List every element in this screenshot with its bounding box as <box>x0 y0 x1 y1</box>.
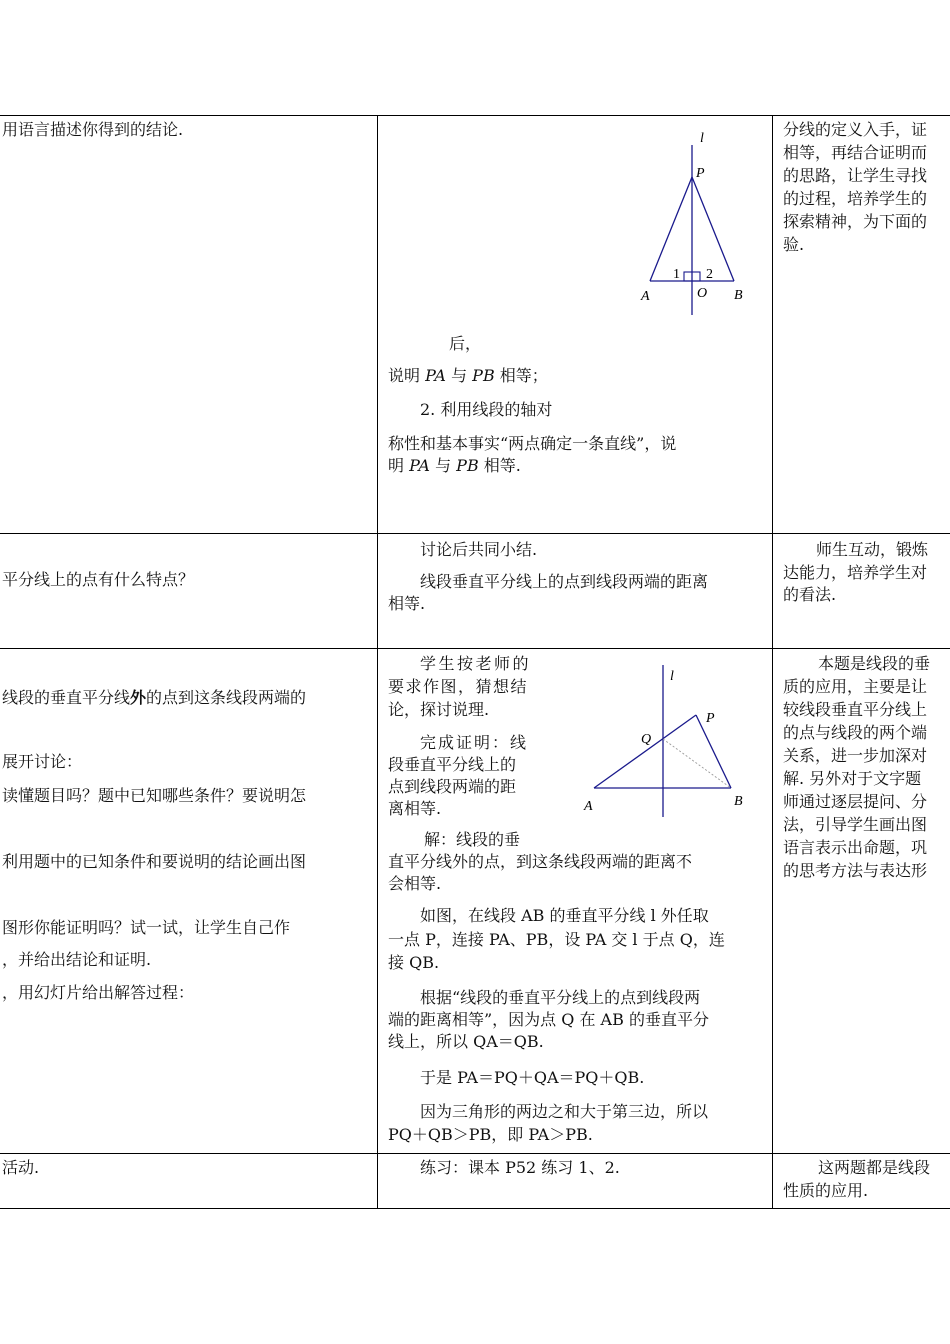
row3-left-line: 读懂题目吗？题中已知哪些条件？要说明怎 <box>2 786 307 805</box>
row4-left-text: 活动. <box>2 1158 40 1177</box>
label-1: 1 <box>673 267 680 282</box>
label-2: 2 <box>706 267 713 282</box>
row3-right-line: 的点与线段的两个端 <box>783 723 928 742</box>
row3-mid-line: 因为三角形的两边之和大于第三边，所以 <box>420 1102 709 1121</box>
label-l: l <box>700 131 704 146</box>
row3-mid-line: 学生按老师的 <box>420 654 532 673</box>
row3-mid-line: 解：线段的垂 <box>424 830 521 849</box>
row2-left-text: 平分线上的点有什么特点？ <box>2 570 195 589</box>
label-Q: Q <box>641 732 652 747</box>
row1-right-line: 的过程，培养学生的 <box>783 189 928 208</box>
row2-mid-line: 相等. <box>388 594 426 613</box>
row1-mid-line5: 明 PA 与 PB 相等. <box>388 456 521 475</box>
row3-mid-line: 线上，所以 QA＝QB. <box>388 1032 544 1051</box>
row2-mid-line: 讨论后共同小结. <box>420 540 538 559</box>
table-row-divider <box>0 648 950 649</box>
row4-mid-text: 练习：课本 P52 练习 1、2. <box>420 1158 620 1177</box>
row3-right-line: 解. 另外对于文字题 <box>783 769 922 788</box>
row3-mid-line: 要求作图，猜想结 <box>388 677 529 696</box>
row3-mid-line: 于是 PA＝PQ＋QA＝PQ＋QB. <box>420 1068 645 1087</box>
row3-right-line: 较线段垂直平分线上 <box>783 700 928 719</box>
perpendicular-bisector-figure <box>630 125 760 320</box>
row3-left-line: ，并给出结论和证明. <box>2 950 152 969</box>
segment-QB <box>663 739 731 788</box>
row3-mid-line: 点到线段两端的距 <box>388 777 517 796</box>
segment-PB <box>692 177 734 281</box>
row3-mid-line: 会相等. <box>388 874 442 893</box>
row3-mid-line: 一点 P，连接 PA、PB，设 PA 交 l 于点 Q，连 <box>388 930 725 949</box>
row2-right-line: 的看法. <box>783 585 837 604</box>
row3-right-line: 关系，进一步加深对 <box>783 746 928 765</box>
row1-mid-line4: 称性和基本事实“两点确定一条直线”，说 <box>388 434 677 453</box>
table-col-divider <box>377 115 378 1209</box>
row3-right-line: 法，引导学生画出图 <box>783 815 928 834</box>
outside-point-figure <box>578 655 753 825</box>
table-row-divider <box>0 1153 950 1154</box>
row3-right-line: 语言表示出命题，巩 <box>783 838 928 857</box>
label-A: A <box>641 289 650 304</box>
row3-left-line: 图形你能证明吗？试一试，让学生自己作 <box>2 918 291 937</box>
row2-mid-line: 线段垂直平分线上的点到线段两端的距离 <box>420 572 709 591</box>
row3-mid-line: 论，探讨说理. <box>388 700 490 719</box>
row1-right-line: 探索精神，为下面的 <box>783 212 928 231</box>
row3-mid-line: 如图，在线段 AB 的垂直平分线 l 外任取 <box>420 906 709 925</box>
row2-right-line: 师生互动，锻炼 <box>816 540 929 559</box>
row2-right-line: 达能力，培养学生对 <box>783 563 928 582</box>
label-l: l <box>670 669 674 684</box>
table-row-divider <box>0 533 950 534</box>
table-col-divider <box>772 115 773 1209</box>
row3-mid-line: 直平分线外的点，到这条线段两端的距离不 <box>388 852 693 871</box>
row3-left-line: 展开讨论： <box>2 752 83 771</box>
row1-mid-after: 后， <box>449 334 482 353</box>
label-P: P <box>696 166 705 181</box>
row3-mid-line: 段垂直平分线上的 <box>388 755 517 774</box>
row4-right-line: 这两题都是线段 <box>818 1158 931 1177</box>
row3-mid-line: 根据“线段的垂直平分线上的点到线段两 <box>420 988 701 1007</box>
row3-mid-line: 完成证明：线 <box>420 733 529 752</box>
row3-mid-line: 接 QB. <box>388 953 440 972</box>
row3-left-line1: 线段的垂直平分线外的点到这条线段两端的 <box>2 688 307 707</box>
row1-right-line: 的思路，让学生寻找 <box>783 166 928 185</box>
row1-mid-item2: 2. 利用线段的轴对 <box>420 400 553 419</box>
table-border-bottom <box>0 1208 950 1209</box>
row1-left-text: 用语言描述你得到的结论. <box>2 120 184 139</box>
label-B: B <box>734 794 743 809</box>
label-A: A <box>584 799 593 814</box>
row3-right-line: 师通过逐层提问、分 <box>783 792 928 811</box>
label-B: B <box>734 288 743 303</box>
row3-left-line: 利用题中的已知条件和要说明的结论画出图 <box>2 852 307 871</box>
row3-left-line: ，用幻灯片给出解答过程： <box>2 983 195 1002</box>
row3-right-line: 的思考方法与表达形 <box>783 861 928 880</box>
row1-right-line: 分线的定义入手，证 <box>783 120 928 139</box>
row3-right-line: 本题是线段的垂 <box>818 654 931 673</box>
row3-right-line: 质的应用，主要是让 <box>783 677 928 696</box>
row4-right-line: 性质的应用. <box>783 1181 869 1200</box>
table-border-top <box>0 115 950 116</box>
label-O: O <box>697 286 708 301</box>
row3-mid-line: PQ＋QB＞PB，即 PA＞PB. <box>388 1125 593 1144</box>
row1-mid-explain: 说明 PA 与 PB 相等； <box>388 366 548 385</box>
segment-PA <box>650 177 692 281</box>
row3-mid-line: 离相等. <box>388 799 442 818</box>
row3-mid-line: 端的距离相等”，因为点 Q 在 AB 的垂直平分 <box>388 1010 709 1029</box>
row1-right-line: 相等，再结合证明而 <box>783 143 928 162</box>
label-P: P <box>706 711 715 726</box>
row1-right-line: 验. <box>783 235 805 254</box>
